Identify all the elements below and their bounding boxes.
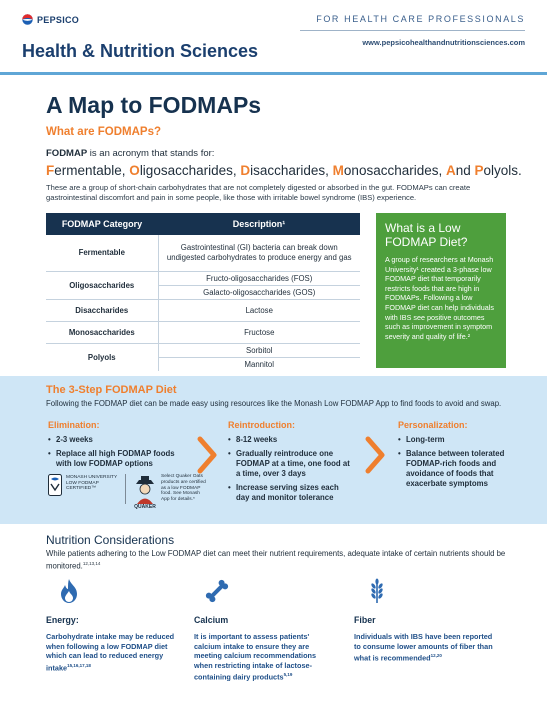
list-item: • Replace all high FODMAP foods with low FODMAP options xyxy=(48,449,188,469)
reintroduction-step xyxy=(228,420,353,507)
reference-marker: 15,16,17,18 xyxy=(67,662,91,668)
personalization-step xyxy=(398,420,516,493)
table-row xyxy=(46,235,360,271)
acronym-letter: A xyxy=(445,163,456,178)
nutrition-title: Nutrition Considerations xyxy=(46,533,175,547)
flame-icon xyxy=(56,578,82,604)
category-cell: Disaccharides xyxy=(46,299,158,321)
logo-text: PEPSICO xyxy=(37,14,80,25)
nutrient-body-text: Individuals with IBS have been reported to consume lower amounts of fiber than what is recommended xyxy=(354,632,493,663)
column-header-description: Description¹ xyxy=(158,213,360,235)
category-cell: Polyols xyxy=(46,343,158,371)
description-cell: Galacto-oligosaccharides (GOS) xyxy=(158,285,360,299)
fiber-column xyxy=(354,578,499,663)
quaker-logo xyxy=(133,474,157,510)
table-row xyxy=(46,321,360,343)
nutrient-body-text: Carbohydrate intake may be reduced when following a low FODMAP diet which can lead to reduced energy intake xyxy=(46,632,175,673)
section-subtitle: What are FODMAPs? xyxy=(46,126,162,138)
acronym-letter: M xyxy=(332,163,344,178)
acronym-letter: O xyxy=(129,163,140,178)
description-cell: Lactose xyxy=(158,299,360,321)
quaker-label: QUAKER xyxy=(134,504,156,510)
definition-line xyxy=(46,148,214,159)
acronym-letter: D xyxy=(240,163,251,178)
info-box-title: What is a Low FODMAP Diet? xyxy=(385,221,468,249)
acronym-expansion xyxy=(46,163,522,178)
nutrient-body xyxy=(46,632,176,673)
table-row xyxy=(46,299,360,321)
elimination-step xyxy=(48,420,188,473)
nutrition-intro xyxy=(46,549,516,572)
pepsico-globe-icon xyxy=(22,14,33,25)
step-title: Personalization: xyxy=(398,420,468,430)
page-title: A Map to FODMAPs xyxy=(46,92,262,118)
reference-marker: 5,19 xyxy=(283,672,293,678)
fodmap-table xyxy=(46,213,360,371)
chevron-right-icon xyxy=(196,436,218,474)
reference-marker: 12,20 xyxy=(430,653,442,659)
list-item: • Gradually reintroduce one FODMAP at a time, one food at a time, over 3 days xyxy=(228,449,353,479)
nutrition-intro-text: While patients adhering to the Low FODMAP diet can meet their nutrient requirements, adequate intake of certain nutrients should be monitored. xyxy=(46,549,506,571)
audience-label: FOR HEALTH CARE PROFESSIONALS xyxy=(316,14,525,24)
table-header-row xyxy=(46,213,360,235)
table-row xyxy=(46,343,360,357)
pepsico-logo xyxy=(22,14,79,25)
step-title: Elimination: xyxy=(48,420,100,430)
info-box-body: A group of researchers at Monash University¹ created a 3-phase low FODMAP diet that temporarily restricts foods that are high in FODMAPs. Following a low FODMAP diet can help individuals with IBS see positive outcomes such as improvement in symptom severity and quality of life.² xyxy=(385,255,494,341)
page-header xyxy=(0,0,547,74)
step-list xyxy=(398,435,516,489)
acronym-rest: ligosaccharides, xyxy=(139,163,241,178)
table-row xyxy=(46,271,360,285)
description-cell: Gastrointestinal (GI) bacteria can break down undigested carbohydrates to produce energy and gas xyxy=(158,235,360,271)
fodmap-description: These are a group of short-chain carbohydrates that are not completely digested or absorbed in the gut. FODMAPs can create gastrointestinal discomfort and pain in some people, like those with irritable bowel syndrome (IBS) experience. xyxy=(46,183,471,202)
category-cell: Monosaccharides xyxy=(46,321,158,343)
monash-certified-icon xyxy=(48,474,62,496)
step-title: Reintroduction: xyxy=(228,420,295,430)
quaker-note: Select Quaker Oats products are certified as a low FODMAP food. See Monash App for details.* xyxy=(161,474,206,503)
list-item: • Increase serving sizes each day and monitor tolerance xyxy=(228,483,353,503)
nutrient-title: Fiber xyxy=(354,615,376,625)
acronym-letter: F xyxy=(46,163,55,178)
category-cell: Oligosaccharides xyxy=(46,271,158,299)
acronym-letter: P xyxy=(474,163,484,178)
category-cell: Fermentable xyxy=(46,235,158,271)
list-item: • Long-term xyxy=(398,435,516,445)
energy-column xyxy=(46,578,176,673)
description-cell: Sorbitol xyxy=(158,343,360,357)
list-item: • 8-12 weeks xyxy=(228,435,353,445)
bone-icon xyxy=(204,578,230,604)
three-step-title: The 3-Step FODMAP Diet xyxy=(46,384,177,396)
wheat-icon xyxy=(364,578,390,604)
nutrient-body xyxy=(194,632,332,682)
list-item: • Balance between tolerated FODMAP-rich foods and avoidance of foods that exacerbate symptoms xyxy=(398,449,516,489)
acronym-rest: olyols. xyxy=(483,163,522,178)
quaker-man-icon xyxy=(133,474,157,504)
badge-divider xyxy=(125,474,126,504)
header-rule xyxy=(0,72,547,75)
description-cell: Mannitol xyxy=(244,359,274,369)
calcium-column xyxy=(194,578,332,682)
acronym-rest: nd xyxy=(455,163,475,178)
nutrient-body xyxy=(354,632,499,663)
chevron-right-icon xyxy=(364,436,386,474)
low-fodmap-info-box xyxy=(376,213,506,368)
reference-marker: 12,13,14 xyxy=(82,561,101,566)
certification-badges xyxy=(48,474,209,510)
description-cell: Fructo-oligosaccharides (FOS) xyxy=(158,271,360,285)
step-list xyxy=(228,435,353,503)
audience-divider xyxy=(300,30,525,31)
brand-title: Health & Nutrition Sciences xyxy=(22,41,259,61)
monash-badge-text: MONASH UNIVERSITY LOW FODMAP CERTIFIED™ xyxy=(66,475,118,492)
definition-rest: is an acronym that stands for: xyxy=(87,148,215,159)
nutrient-body-text: It is important to assess patients' calcium intake to ensure they are meeting calcium recommendations when restricting intake of lactose-containing dairy products xyxy=(194,632,317,682)
list-item: • 2-3 weeks xyxy=(48,435,188,445)
nutrient-title: Calcium xyxy=(194,615,229,625)
acronym-rest: onosaccharides, xyxy=(343,163,446,178)
acronym-rest: isaccharides, xyxy=(250,163,333,178)
column-header-category: FODMAP Category xyxy=(46,213,158,235)
step-list xyxy=(48,435,188,469)
description-cell: Fructose xyxy=(158,321,360,343)
nutrient-title: Energy: xyxy=(46,615,79,625)
acronym-rest: ermentable, xyxy=(54,163,130,178)
three-step-intro: Following the FODMAP diet can be made easy using resources like the Monash Low FODMAP App to find foods to avoid and swap. xyxy=(46,399,502,408)
definition-term: FODMAP xyxy=(46,148,88,159)
website-link[interactable]: www.pepsicohealthandnutritionsciences.com xyxy=(362,38,525,47)
